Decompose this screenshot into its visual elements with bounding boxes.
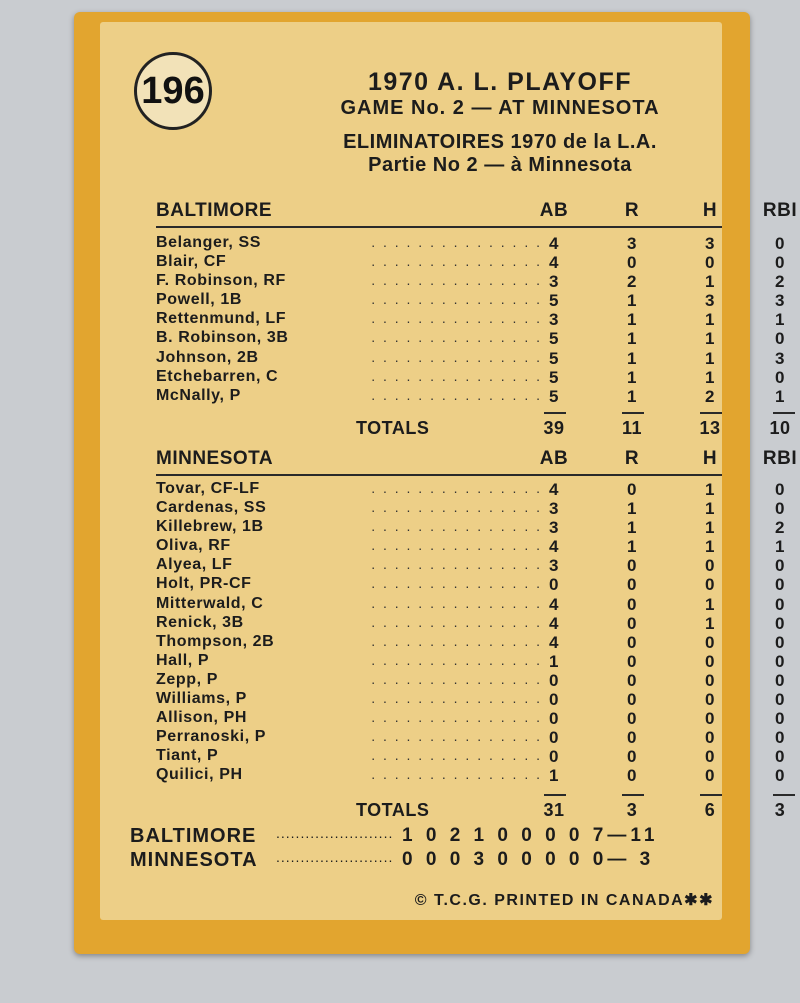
player-name: Oliva, RF [156, 537, 231, 555]
stat-h: 1 [704, 518, 716, 538]
stat-ab: 4 [548, 253, 560, 273]
stat-rbi: 0 [774, 499, 786, 519]
player-name: Rettenmund, LF [156, 310, 287, 328]
line-score-team: BALTIMORE [130, 825, 257, 847]
stat-rbi: 3 [774, 348, 786, 368]
player-name: Etchebarren, C [156, 367, 279, 385]
stat-h: 0 [704, 632, 716, 652]
totals-label: TOTALS [356, 799, 430, 820]
stat-rbi: 2 [774, 272, 786, 292]
stat-ab: 3 [548, 310, 560, 330]
player-name: Hall, P [156, 651, 210, 669]
leader-dots: . . . . . . . . . . . . . . . [371, 537, 542, 554]
subtitle-french: Partie No 2 — à Minnesota [368, 154, 632, 176]
totals-r: 3 [626, 799, 638, 820]
leader-dots: . . . . . . . . . . . . . . . [371, 556, 542, 573]
stat-rbi: 1 [774, 386, 786, 406]
stat-r: 1 [626, 518, 638, 538]
stat-r: 0 [626, 480, 638, 499]
header-rule [156, 474, 722, 476]
totals-ab: 31 [543, 799, 565, 820]
stat-ab: 4 [548, 632, 560, 652]
stat-h: 0 [704, 651, 716, 671]
stat-rbi: 0 [774, 556, 786, 576]
stat-r: 0 [626, 594, 638, 614]
line-score-dots: ........................ [276, 849, 394, 865]
stat-r: 1 [626, 310, 638, 330]
copyright-footer: © T.C.G. PRINTED IN CANADA✱✱ [414, 892, 714, 909]
player-row [156, 766, 786, 786]
player-name: Mitterwald, C [156, 594, 264, 612]
leader-dots: . . . . . . . . . . . . . . . [371, 613, 542, 630]
stat-h: 1 [704, 310, 716, 330]
stat-h: 1 [704, 537, 716, 557]
stat-ab: 4 [548, 234, 560, 253]
player-row [156, 537, 786, 557]
player-row [156, 499, 786, 519]
stat-ab: 4 [548, 613, 560, 633]
leader-dots: . . . . . . . . . . . . . . . [371, 728, 542, 745]
player-name: Blair, CF [156, 253, 227, 271]
player-name: Renick, 3B [156, 613, 244, 631]
player-name: Zepp, P [156, 670, 218, 688]
leader-dots: . . . . . . . . . . . . . . . [371, 766, 542, 783]
player-name: F. Robinson, RF [156, 272, 286, 290]
stat-rbi: 0 [774, 480, 786, 499]
player-name: Holt, PR-CF [156, 575, 252, 593]
stat-ab: 4 [548, 480, 560, 499]
player-row [156, 272, 786, 292]
leader-dots: . . . . . . . . . . . . . . . [371, 386, 542, 403]
stat-r: 0 [626, 556, 638, 576]
stat-r: 1 [626, 348, 638, 368]
player-row [156, 690, 786, 710]
totals-row [156, 799, 786, 824]
leader-dots: . . . . . . . . . . . . . . . [371, 480, 542, 496]
stat-rbi: 1 [774, 537, 786, 557]
stat-h: 1 [704, 367, 716, 387]
col-header-ab: AB [539, 200, 569, 221]
stat-r: 0 [626, 575, 638, 595]
stat-r: 0 [626, 709, 638, 729]
col-header-rbi: RBI [762, 200, 798, 221]
stat-ab: 0 [548, 709, 560, 729]
stat-r: 1 [626, 367, 638, 387]
stat-h: 1 [704, 613, 716, 633]
leader-dots: . . . . . . . . . . . . . . . [371, 594, 542, 611]
player-name: Tiant, P [156, 747, 219, 765]
stat-ab: 5 [548, 348, 560, 368]
stat-ab: 0 [548, 747, 560, 767]
stat-r: 0 [626, 747, 638, 767]
totals-rbi: 3 [774, 799, 786, 820]
leader-dots: . . . . . . . . . . . . . . . [371, 709, 542, 726]
player-row [156, 709, 786, 729]
leader-dots: . . . . . . . . . . . . . . . [371, 234, 542, 250]
stat-r: 1 [626, 499, 638, 519]
stat-ab: 0 [548, 670, 560, 690]
stat-rbi: 0 [774, 670, 786, 690]
stat-r: 1 [626, 329, 638, 349]
totals-row [156, 417, 791, 442]
leader-dots: . . . . . . . . . . . . . . . [371, 272, 542, 289]
stat-h: 2 [704, 386, 716, 406]
stat-rbi: 0 [774, 253, 786, 273]
stat-h: 0 [704, 253, 716, 273]
player-name: B. Robinson, 3B [156, 329, 289, 347]
stat-h: 0 [704, 728, 716, 748]
stat-ab: 0 [548, 575, 560, 595]
stat-ab: 3 [548, 556, 560, 576]
stat-rbi: 3 [774, 291, 786, 311]
stat-r: 0 [626, 690, 638, 710]
stat-rbi: 0 [774, 594, 786, 614]
subtitle-english: GAME No. 2 — AT MINNESOTA [340, 97, 660, 119]
stat-h: 1 [704, 594, 716, 614]
player-name: Cardenas, SS [156, 499, 267, 517]
title-block [250, 68, 750, 176]
stat-ab: 1 [548, 651, 560, 671]
title-english: 1970 A. L. PLAYOFF [367, 68, 633, 96]
player-row [156, 728, 786, 748]
stat-h: 1 [704, 499, 716, 519]
line-score-innings: 0 0 0 3 0 0 0 0 0— 3 [402, 849, 655, 870]
totals-h: 13 [699, 417, 721, 438]
player-row [156, 291, 786, 311]
stat-rbi: 0 [774, 690, 786, 710]
leader-dots: . . . . . . . . . . . . . . . [371, 329, 542, 346]
totals-rbi: 10 [769, 417, 791, 438]
player-row [156, 747, 786, 767]
stat-rbi: 0 [774, 234, 786, 253]
player-row [156, 329, 786, 349]
player-name: Alyea, LF [156, 556, 233, 574]
stat-ab: 3 [548, 272, 560, 292]
stat-ab: 5 [548, 291, 560, 311]
leader-dots: . . . . . . . . . . . . . . . [371, 632, 542, 649]
card-number: 196 [141, 69, 205, 112]
leader-dots: . . . . . . . . . . . . . . . [371, 670, 542, 687]
stat-rbi: 0 [774, 728, 786, 748]
stat-h: 1 [704, 480, 716, 499]
player-row [156, 613, 786, 633]
col-header-r: R [624, 448, 640, 469]
player-row [156, 670, 786, 690]
col-header-ab: AB [539, 448, 569, 469]
player-name: Allison, PH [156, 709, 248, 727]
team-header [156, 200, 798, 224]
player-row [156, 253, 786, 273]
player-row [156, 575, 786, 595]
stat-h: 0 [704, 766, 716, 786]
player-row [156, 632, 786, 652]
leader-dots: . . . . . . . . . . . . . . . [371, 367, 542, 384]
stat-r: 0 [626, 632, 638, 652]
stat-r: 1 [626, 537, 638, 557]
stat-ab: 5 [548, 329, 560, 349]
col-header-r: R [624, 200, 640, 221]
stat-rbi: 2 [774, 518, 786, 538]
stat-h: 3 [704, 291, 716, 311]
stat-r: 1 [626, 291, 638, 311]
player-row [156, 651, 786, 671]
header-rule [156, 226, 722, 228]
stat-rbi: 1 [774, 310, 786, 330]
player-name: Tovar, CF-LF [156, 480, 260, 497]
stat-rbi: 0 [774, 709, 786, 729]
player-row [156, 234, 786, 253]
player-row [156, 480, 786, 499]
stat-h: 0 [704, 556, 716, 576]
stat-h: 0 [704, 670, 716, 690]
player-rows [156, 234, 786, 406]
player-name: Belanger, SS [156, 234, 262, 251]
box-score-baltimore [156, 200, 798, 442]
stat-r: 0 [626, 253, 638, 273]
player-row [156, 348, 786, 368]
totals-label: TOTALS [356, 417, 430, 438]
leader-dots: . . . . . . . . . . . . . . . [371, 518, 542, 535]
player-name: Killebrew, 1B [156, 518, 264, 536]
player-row [156, 310, 786, 330]
stat-ab: 1 [548, 766, 560, 786]
stat-rbi: 0 [774, 329, 786, 349]
player-name: McNally, P [156, 386, 241, 404]
leader-dots: . . . . . . . . . . . . . . . [371, 310, 542, 327]
line-score-team: MINNESOTA [130, 849, 258, 871]
col-header-h: H [702, 448, 718, 469]
team-header [156, 448, 798, 472]
baseball-card-back [74, 12, 798, 954]
player-row [156, 556, 786, 576]
line-score-row [130, 849, 696, 873]
stat-ab: 5 [548, 367, 560, 387]
line-score-row [130, 825, 696, 849]
leader-dots: . . . . . . . . . . . . . . . [371, 253, 542, 270]
card-inner-panel [100, 22, 798, 920]
player-name: Johnson, 2B [156, 348, 259, 366]
stat-r: 1 [626, 386, 638, 406]
stat-ab: 4 [548, 594, 560, 614]
player-row [156, 367, 786, 387]
player-rows [156, 480, 786, 786]
stat-h: 0 [704, 747, 716, 767]
stat-ab: 5 [548, 386, 560, 406]
stat-ab: 0 [548, 728, 560, 748]
player-name: Thompson, 2B [156, 632, 275, 650]
stat-h: 0 [704, 709, 716, 729]
stat-r: 0 [626, 728, 638, 748]
stat-h: 1 [704, 329, 716, 349]
leader-dots: . . . . . . . . . . . . . . . [371, 690, 542, 707]
totals-r: 11 [621, 417, 643, 438]
stat-rbi: 0 [774, 367, 786, 387]
col-header-h: H [702, 200, 718, 221]
leader-dots: . . . . . . . . . . . . . . . [371, 291, 542, 308]
player-name: Williams, P [156, 690, 247, 708]
stat-h: 0 [704, 690, 716, 710]
team-name: MINNESOTA [156, 448, 274, 469]
stat-h: 3 [704, 234, 716, 253]
stat-ab: 3 [548, 499, 560, 519]
stat-h: 1 [704, 348, 716, 368]
stat-ab: 4 [548, 537, 560, 557]
box-score-minnesota [156, 448, 798, 824]
stat-rbi: 0 [774, 766, 786, 786]
stat-r: 0 [626, 670, 638, 690]
line-score-innings: 1 0 2 1 0 0 0 0 7—11 [402, 825, 659, 846]
player-name: Powell, 1B [156, 291, 243, 309]
leader-dots: . . . . . . . . . . . . . . . [371, 499, 542, 516]
stat-rbi: 0 [774, 632, 786, 652]
card-number-badge [134, 52, 212, 130]
col-header-rbi: RBI [762, 448, 798, 469]
stat-h: 0 [704, 575, 716, 595]
stat-r: 0 [626, 766, 638, 786]
player-row [156, 386, 786, 406]
leader-dots: . . . . . . . . . . . . . . . [371, 348, 542, 365]
leader-dots: . . . . . . . . . . . . . . . [371, 651, 542, 668]
player-name: Quilici, PH [156, 766, 243, 784]
totals-ab: 39 [543, 417, 565, 438]
stat-r: 3 [626, 234, 638, 253]
stat-rbi: 0 [774, 651, 786, 671]
player-name: Perranoski, P [156, 728, 267, 746]
stat-ab: 0 [548, 690, 560, 710]
line-score [130, 825, 696, 873]
stat-rbi: 0 [774, 575, 786, 595]
stat-rbi: 0 [774, 747, 786, 767]
line-score-dots: ........................ [276, 825, 394, 841]
stat-rbi: 0 [774, 613, 786, 633]
player-row [156, 594, 786, 614]
stat-r: 0 [626, 613, 638, 633]
title-french: ELIMINATOIRES 1970 de la L.A. [343, 131, 657, 153]
team-name: BALTIMORE [156, 200, 273, 221]
stat-r: 2 [626, 272, 638, 292]
totals-h: 6 [704, 799, 716, 820]
player-row [156, 518, 786, 538]
stat-r: 0 [626, 651, 638, 671]
stat-ab: 3 [548, 518, 560, 538]
leader-dots: . . . . . . . . . . . . . . . [371, 575, 542, 592]
stat-h: 1 [704, 272, 716, 292]
leader-dots: . . . . . . . . . . . . . . . [371, 747, 542, 764]
